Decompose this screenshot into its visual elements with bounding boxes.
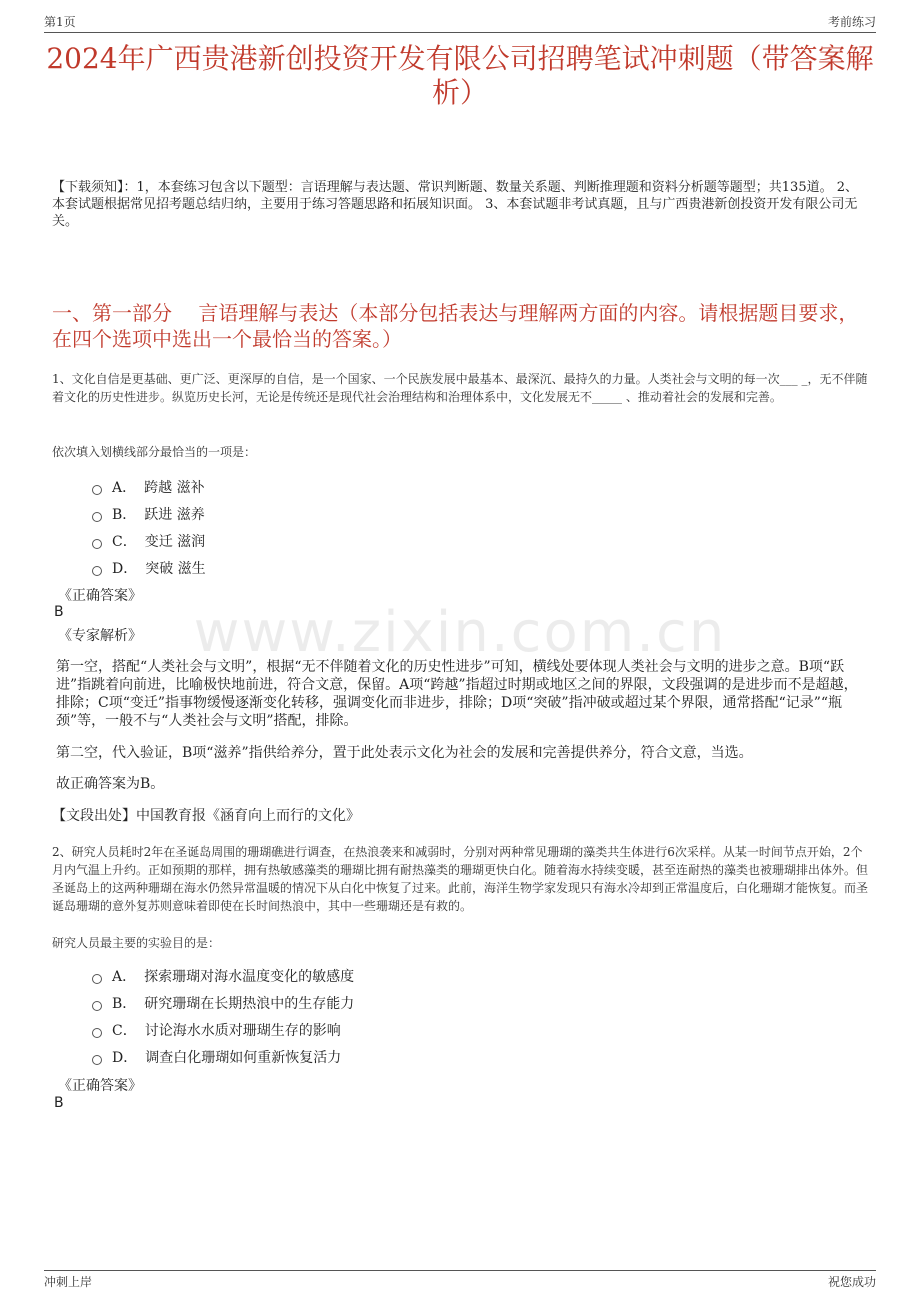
q2-option-c[interactable] bbox=[92, 1016, 354, 1043]
q1-analysis-label: 《专家解析》 bbox=[58, 628, 142, 644]
q1-answer-label: 《正确答案》 bbox=[58, 588, 142, 604]
header-tag: 考前练习 bbox=[827, 15, 876, 29]
question-1-options bbox=[92, 473, 206, 581]
option-letter: C． bbox=[112, 533, 137, 550]
document-title: 2024年广西贵港新创投资开发有限公司招聘笔试冲刺题（带答案解析） bbox=[46, 42, 874, 109]
option-text: 跃进 滋养 bbox=[144, 506, 205, 523]
q1-analysis-2: 第二空，代入验证，B项“滋养”指供给养分，置于此处表示文化为社会的发展和完善提供养分，符合文意，当选。 bbox=[56, 745, 753, 761]
q1-source: 【文段出处】中国教育报《涵育向上而行的文化》 bbox=[52, 808, 360, 824]
option-text: 探索珊瑚对海水温度变化的敏感度 bbox=[144, 968, 355, 985]
option-letter: C． bbox=[112, 1022, 137, 1039]
question-1-prompt: 依次填入划横线部分最恰当的一项是： bbox=[52, 445, 257, 459]
radio-icon[interactable] bbox=[92, 539, 102, 549]
option-letter: A． bbox=[112, 968, 137, 985]
page-header bbox=[44, 12, 876, 33]
q1-option-a[interactable] bbox=[92, 473, 206, 500]
radio-icon[interactable] bbox=[92, 1055, 102, 1065]
q2-answer: B bbox=[54, 1095, 64, 1111]
option-letter: B． bbox=[112, 506, 137, 523]
footer-left: 冲刺上岸 bbox=[44, 1275, 93, 1289]
q1-option-b[interactable] bbox=[92, 500, 206, 527]
question-2-text: 2、研究人员耗时2年在圣诞岛周围的珊瑚礁进行调查，在热浪袭来和减弱时，分别对两种常见珊瑚的藻类共生体进行6次采样。从某一时间节点开始，2个月内气温上升约。正如预期的那样，拥有热敏感藻类的珊瑚比拥有耐热藻类的珊瑚更快白化。随着海水持续变暖，甚至连耐热的藻类也被珊瑚排出体外。但圣诞岛上的这两种珊瑚在海水仍然异常温暖的情况下从白化中恢复了过来。此前，海洋生物学家发现只有海水冷却到正常温度后，白化珊瑚才能恢复。而圣诞岛珊瑚的意外复苏则意味着即使在长时间热浪中，其中一些珊瑚还是有救的。 bbox=[52, 845, 869, 913]
q2-option-a[interactable] bbox=[92, 962, 354, 989]
q1-option-d[interactable] bbox=[92, 554, 206, 581]
option-letter: D． bbox=[112, 1049, 138, 1066]
q1-analysis-1: 第一空，搭配“人类社会与文明”，根据“无不伴随着文化的历史性进步”可知，横线处要体现人类社会与文明的进步之意。B项“跃进”指跳着向前进，比喻极快地前进，符合文意，保留。A项“跨越”指超过时期或地区之间的界限，文段强调的是进步而不是超越，排除；C项“变迁”指事物缓慢逐渐变化转移，强调变化而非进步，排除；D项“突破”指冲破或超过某个界限，通常搭配“记录”“瓶颈”等，一般不与“人类社会与文明”搭配，排除。 bbox=[56, 659, 858, 729]
page-footer bbox=[44, 1270, 876, 1293]
radio-icon[interactable] bbox=[92, 566, 102, 576]
q2-option-b[interactable] bbox=[92, 989, 354, 1016]
radio-icon[interactable] bbox=[92, 974, 102, 984]
q1-answer: B bbox=[54, 604, 64, 620]
page-number: 第1页 bbox=[44, 15, 76, 29]
q1-option-c[interactable] bbox=[92, 527, 206, 554]
option-text: 研究珊瑚在长期热浪中的生存能力 bbox=[144, 995, 355, 1012]
watermark: www.zixin.com.cn bbox=[193, 600, 727, 665]
q2-option-d[interactable] bbox=[92, 1043, 354, 1070]
option-letter: D． bbox=[112, 560, 138, 577]
option-text: 跨越 滋补 bbox=[144, 479, 205, 496]
question-1-text: 1、文化自信是更基础、更广泛、更深厚的自信，是一个国家、一个民族发展中最基本、最深沉、最持久的力量。人类社会与文明的每一次___ _，无不伴随着文化的历史性进步。纵览历史长河，无论是传统还是现代社会治理结构和治理体系中，文化发展无不_____ 、推动着社会的发展和完善。 bbox=[52, 372, 868, 404]
question-2-prompt: 研究人员最主要的实验目的是： bbox=[52, 936, 221, 950]
section-heading: 一、第一部分 言语理解与表达（本部分包括表达与理解两方面的内容。请根据题目要求，在四个选项中选出一个最恰当的答案。） bbox=[52, 301, 859, 351]
radio-icon[interactable] bbox=[92, 512, 102, 522]
option-text: 变迁 滋润 bbox=[144, 533, 206, 550]
option-letter: A． bbox=[112, 479, 137, 496]
option-text: 突破 滋生 bbox=[145, 560, 206, 577]
q2-answer-label: 《正确答案》 bbox=[58, 1078, 142, 1094]
option-text: 调查白化珊瑚如何重新恢复活力 bbox=[145, 1049, 342, 1066]
radio-icon[interactable] bbox=[92, 1001, 102, 1011]
q1-analysis-3: 故正确答案为B。 bbox=[56, 776, 165, 792]
question-2-options bbox=[92, 962, 354, 1070]
footer-right: 祝您成功 bbox=[827, 1275, 876, 1289]
radio-icon[interactable] bbox=[92, 485, 102, 495]
download-notice: 【下载须知】：1，本套练习包含以下题型：言语理解与表达题、常识判断题、数量关系题、判断推理题和资料分析题等题型；共135道。 2、本套试题根据常见招考题总结归纳，主要用于练习答题思路和拓展知识面。 3、本套试题非考试真题，且与广西贵港新创投资开发有限公司无关。 bbox=[52, 180, 858, 229]
option-letter: B． bbox=[112, 995, 137, 1012]
option-text: 讨论海水水质对珊瑚生存的影响 bbox=[144, 1022, 341, 1039]
radio-icon[interactable] bbox=[92, 1028, 102, 1038]
